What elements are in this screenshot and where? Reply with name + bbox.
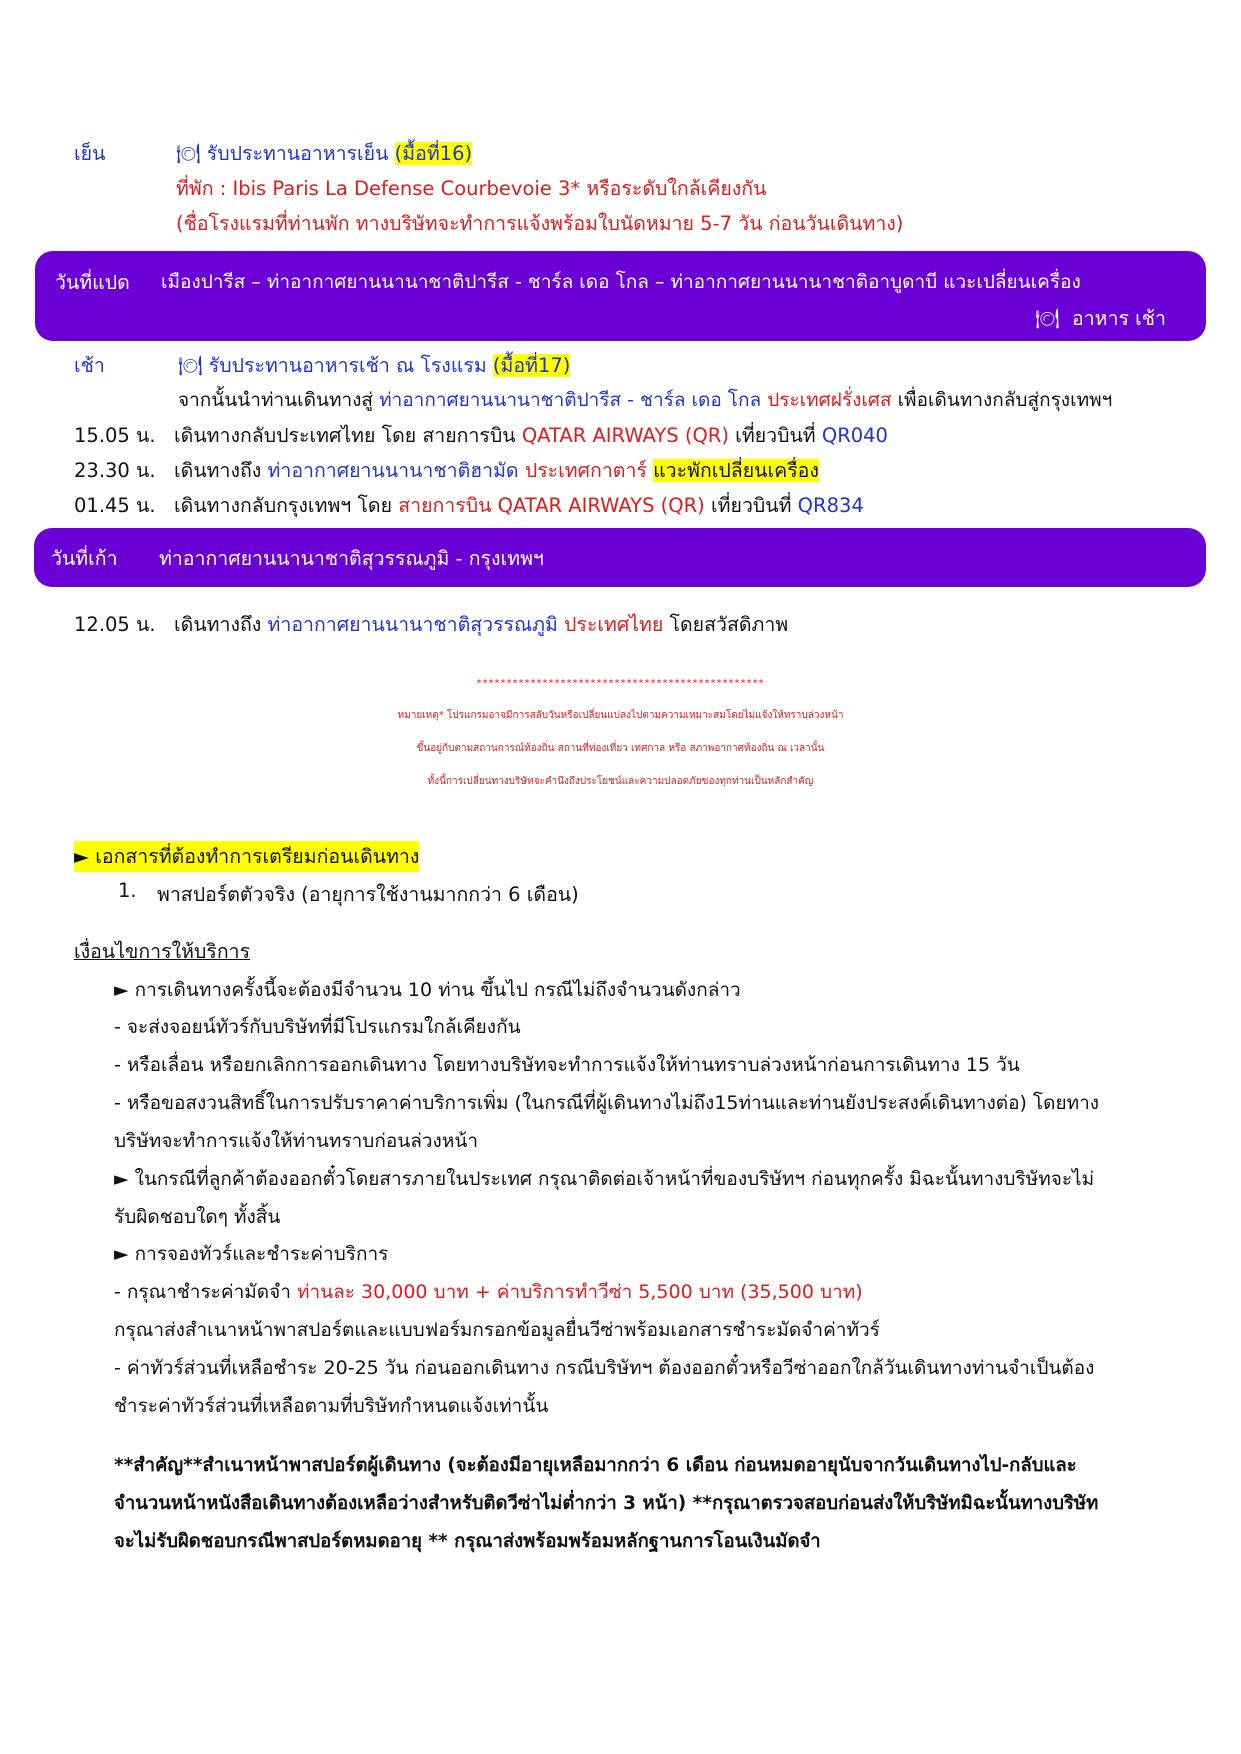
day9-post: โดยสวัสดิภาพ: [669, 613, 789, 636]
evening-hotel: ที่พัก : Ibis Paris La Defense Courbevoie 3* หรือระดับใกล้เคียงกัน: [176, 177, 767, 200]
day8-transfer-line: [178, 385, 1112, 415]
documents-heading: ► เอกสารที่ต้องทำการเตรียมก่อนเดินทาง: [74, 841, 419, 872]
day8-header: [35, 251, 1206, 341]
schedule-time: 15.05 น.: [74, 424, 156, 447]
deposit-amount: ท่านละ 30,000 บาท + ค่าบริการทำวีซ่า 5,500 บาท (35,500 บาท): [296, 1281, 863, 1303]
day8-title: เมืองปารีส – ท่าอากาศยานนานาชาติปารีส - ชาร์ล เดอ โกล – ท่าอากาศยานนานาชาติอาบูดาบี แวะเปลี่ยนเครื่อง: [161, 271, 1081, 293]
day9-time: 12.05 น.: [74, 613, 156, 636]
schedule-text: เดินทางกลับประเทศไทย โดย สายการบิน: [174, 424, 516, 447]
schedule-mid: เที่ยวบินที่: [711, 494, 792, 517]
condition-line: บริษัทจะทำการแจ้งให้ท่านทราบก่อนล่วงหน้า: [114, 1130, 478, 1152]
day9-country: ประเทศไทย: [564, 613, 664, 636]
remark-stars: ************************************************: [476, 678, 765, 689]
day8-meals: [1035, 303, 1166, 334]
important-line: **สำคัญ**สำเนาหน้าพาสปอร์ตผู้เดินทาง (จะต้องมีอายุเหลือมากกว่า 6 เดือน ก่อนหมดอายุนับจากวันเดินทางไป-กลับและ: [114, 1455, 1077, 1476]
schedule-flight: QR834: [797, 494, 864, 517]
important-line: จะไม่รับผิดชอบกรณีพาสปอร์ตหมดอายุ ** กรุณาส่งพร้อมพร้อมหลักฐานการโอนเงินมัดจำ: [114, 1531, 821, 1552]
day8-morning-meal: [178, 350, 570, 381]
plate-icon: 🍽: [178, 354, 203, 377]
day8-morning-time: เช้า: [74, 354, 105, 377]
day8-meals-text: อาหาร เช้า: [1072, 307, 1166, 330]
condition-line: รับผิดชอบใดๆ ทั้งสิ้น: [114, 1206, 281, 1228]
day9-label: วันที่เก้า: [51, 547, 118, 570]
schedule-time: 23.30 น.: [74, 459, 156, 482]
condition-line: ► การเดินทางครั้งนี้จะต้องมีจำนวน 10 ท่าน ขึ้นไป กรณีไม่ถึงจำนวนดังกล่าว: [114, 979, 741, 1001]
day9-header: [34, 528, 1206, 587]
plate-icon: 🍽: [1035, 307, 1060, 330]
day8-morning-meal-number: (มื้อที่17): [492, 354, 571, 377]
plate-icon: 🍽: [176, 142, 201, 165]
condition-line: - หรือเลื่อน หรือยกเลิกการออกเดินทาง โดยทางบริษัทจะทำการแจ้งให้ท่านทราบล่วงหน้าก่อนการเดินทาง 15 วัน: [114, 1054, 1020, 1076]
schedule-flight: QR040: [821, 424, 888, 447]
evening-meal-text: รับประทานอาหารเย็น: [206, 142, 389, 165]
evening-hotel-note: (ชื่อโรงแรมที่ท่านพัก ทางบริษัทจะทำการแจ้งพร้อมใบนัดหมาย 5-7 วัน ก่อนวันเดินทาง): [176, 212, 904, 235]
schedule-text: เดินทางถึง: [174, 459, 262, 482]
schedule-airport: ท่าอากาศยานนานาชาติฮามัด: [267, 459, 519, 482]
schedule-row: [174, 490, 864, 521]
day8-transfer-country: ประเทศฝรั่งเศส: [767, 389, 892, 411]
day8-morning-meal-text: รับประทานอาหารเช้า ณ โรงแรม: [208, 354, 487, 377]
evening-meal-number: (มื้อที่16): [394, 142, 473, 165]
condition-line: ชำระค่าทัวร์ส่วนที่เหลือตามที่บริษัทกำหนดแจ้งเท่านั้น: [114, 1395, 549, 1417]
schedule-airline: QATAR AIRWAYS (QR): [521, 424, 729, 447]
schedule-row: [174, 455, 819, 486]
deposit-pre: - กรุณาชำระค่ามัดจำ: [114, 1281, 291, 1303]
schedule-text: เดินทางกลับกรุงเทพฯ โดย: [174, 494, 393, 517]
day9-arrival: [174, 609, 788, 640]
condition-line: ► ในกรณีที่ลูกค้าต้องออกตั๋วโดยสารภายในประเทศ กรุณาติดต่อเจ้าหน้าที่ของบริษัทฯ ก่อนทุกครั้ง มิฉะนั้นทางบริษัทจะไม่: [114, 1168, 1095, 1190]
conditions-heading: เงื่อนไขการให้บริการ: [74, 940, 251, 963]
day8-transfer-airport: ท่าอากาศยานนานาชาติปารีส - ชาร์ล เดอ โกล: [379, 389, 762, 411]
evening-meal-line: [176, 138, 472, 169]
deposit-line: [114, 1277, 863, 1307]
day9-pre: เดินทางถึง: [174, 613, 262, 636]
condition-line: กรุณาส่งสำเนาหน้าพาสปอร์ตและแบบฟอร์มกรอกข้อมูลยื่นวีซ่าพร้อมเอกสารชำระมัดจำค่าทัวร์: [114, 1319, 880, 1341]
condition-line: - ค่าทัวร์ส่วนที่เหลือชำระ 20-25 วัน ก่อนออกเดินทาง กรณีบริษัทฯ ต้องออกตั๋วหรือวีซ่าออกใกล้วันเดินทางท่านจำเป็นต้อง: [114, 1357, 1095, 1379]
remark-line-2: ขึ้นอยู่กับตามสถานการณ์ท้องถิ่น สถานที่ท่องเที่ยว เทศกาล หรือ สภาพอากาศท้องถิ่น ณ เวลานั้น: [416, 743, 825, 754]
schedule-row: [174, 420, 888, 451]
schedule-airline: สายการบิน QATAR AIRWAYS (QR): [398, 494, 705, 517]
remark-line-1: หมายเหตุ* โปรแกรมอาจมีการสลับวันหรือเปลี่ยนแปลงไปตามความเหมาะสมโดยไม่แจ้งให้ทราบล่วงหน้า: [397, 710, 844, 721]
day8-transfer-post: เพื่อเดินทางกลับสู่กรุงเทพฯ: [897, 389, 1113, 411]
day8-transfer-pre: จากนั้นนำท่านเดินทางสู่: [178, 389, 374, 411]
document-item-text: พาสปอร์ตตัวจริง (อายุการใช้งานมากกว่า 6 เดือน): [157, 883, 579, 906]
schedule-highlight: แวะพักเปลี่ยนเครื่อง: [653, 459, 819, 482]
evening-time: เย็น: [74, 142, 106, 165]
schedule-time: 01.45 น.: [74, 494, 156, 517]
day9-airport: ท่าอากาศยานนานาชาติสุวรรณภูมิ: [267, 613, 558, 636]
remark-line-3: ทั้งนี้การเปลี่ยนทางบริษัทจะคำนึงถึงประโยชน์และความปลอดภัยของทุกท่านเป็นหลักสำคัญ: [427, 776, 814, 787]
document-item-number: 1.: [118, 879, 137, 902]
condition-line: - จะส่งจอยน์ทัวร์กับบริษัทที่มีโปรแกรมใกล้เคียงกัน: [114, 1016, 521, 1038]
day9-title: ท่าอากาศยานนานาชาติสุวรรณภูมิ - กรุงเทพฯ: [159, 547, 544, 570]
schedule-mid: เที่ยวบินที่: [735, 424, 816, 447]
schedule-country: ประเทศกาตาร์: [524, 459, 647, 482]
condition-line: ► การจองทัวร์และชำระค่าบริการ: [114, 1243, 389, 1265]
condition-line: - หรือขอสงวนสิทธิ์ในการปรับราคาค่าบริการเพิ่ม (ในกรณีที่ผู้เดินทางไม่ถึง15ท่านและท่านยังประสงค์เดินทางต่อ) โดยทาง: [114, 1092, 1100, 1114]
important-line: จำนวนหน้าหนังสือเดินทางต้องเหลือว่างสำหรับติดวีซ่าไม่ต่ำกว่า 3 หน้า) **กรุณาตรวจสอบก่อนส่งให้บริษัทมิฉะนั้นทางบริษัท: [114, 1493, 1099, 1514]
day8-label: วันที่แปด: [55, 271, 130, 294]
